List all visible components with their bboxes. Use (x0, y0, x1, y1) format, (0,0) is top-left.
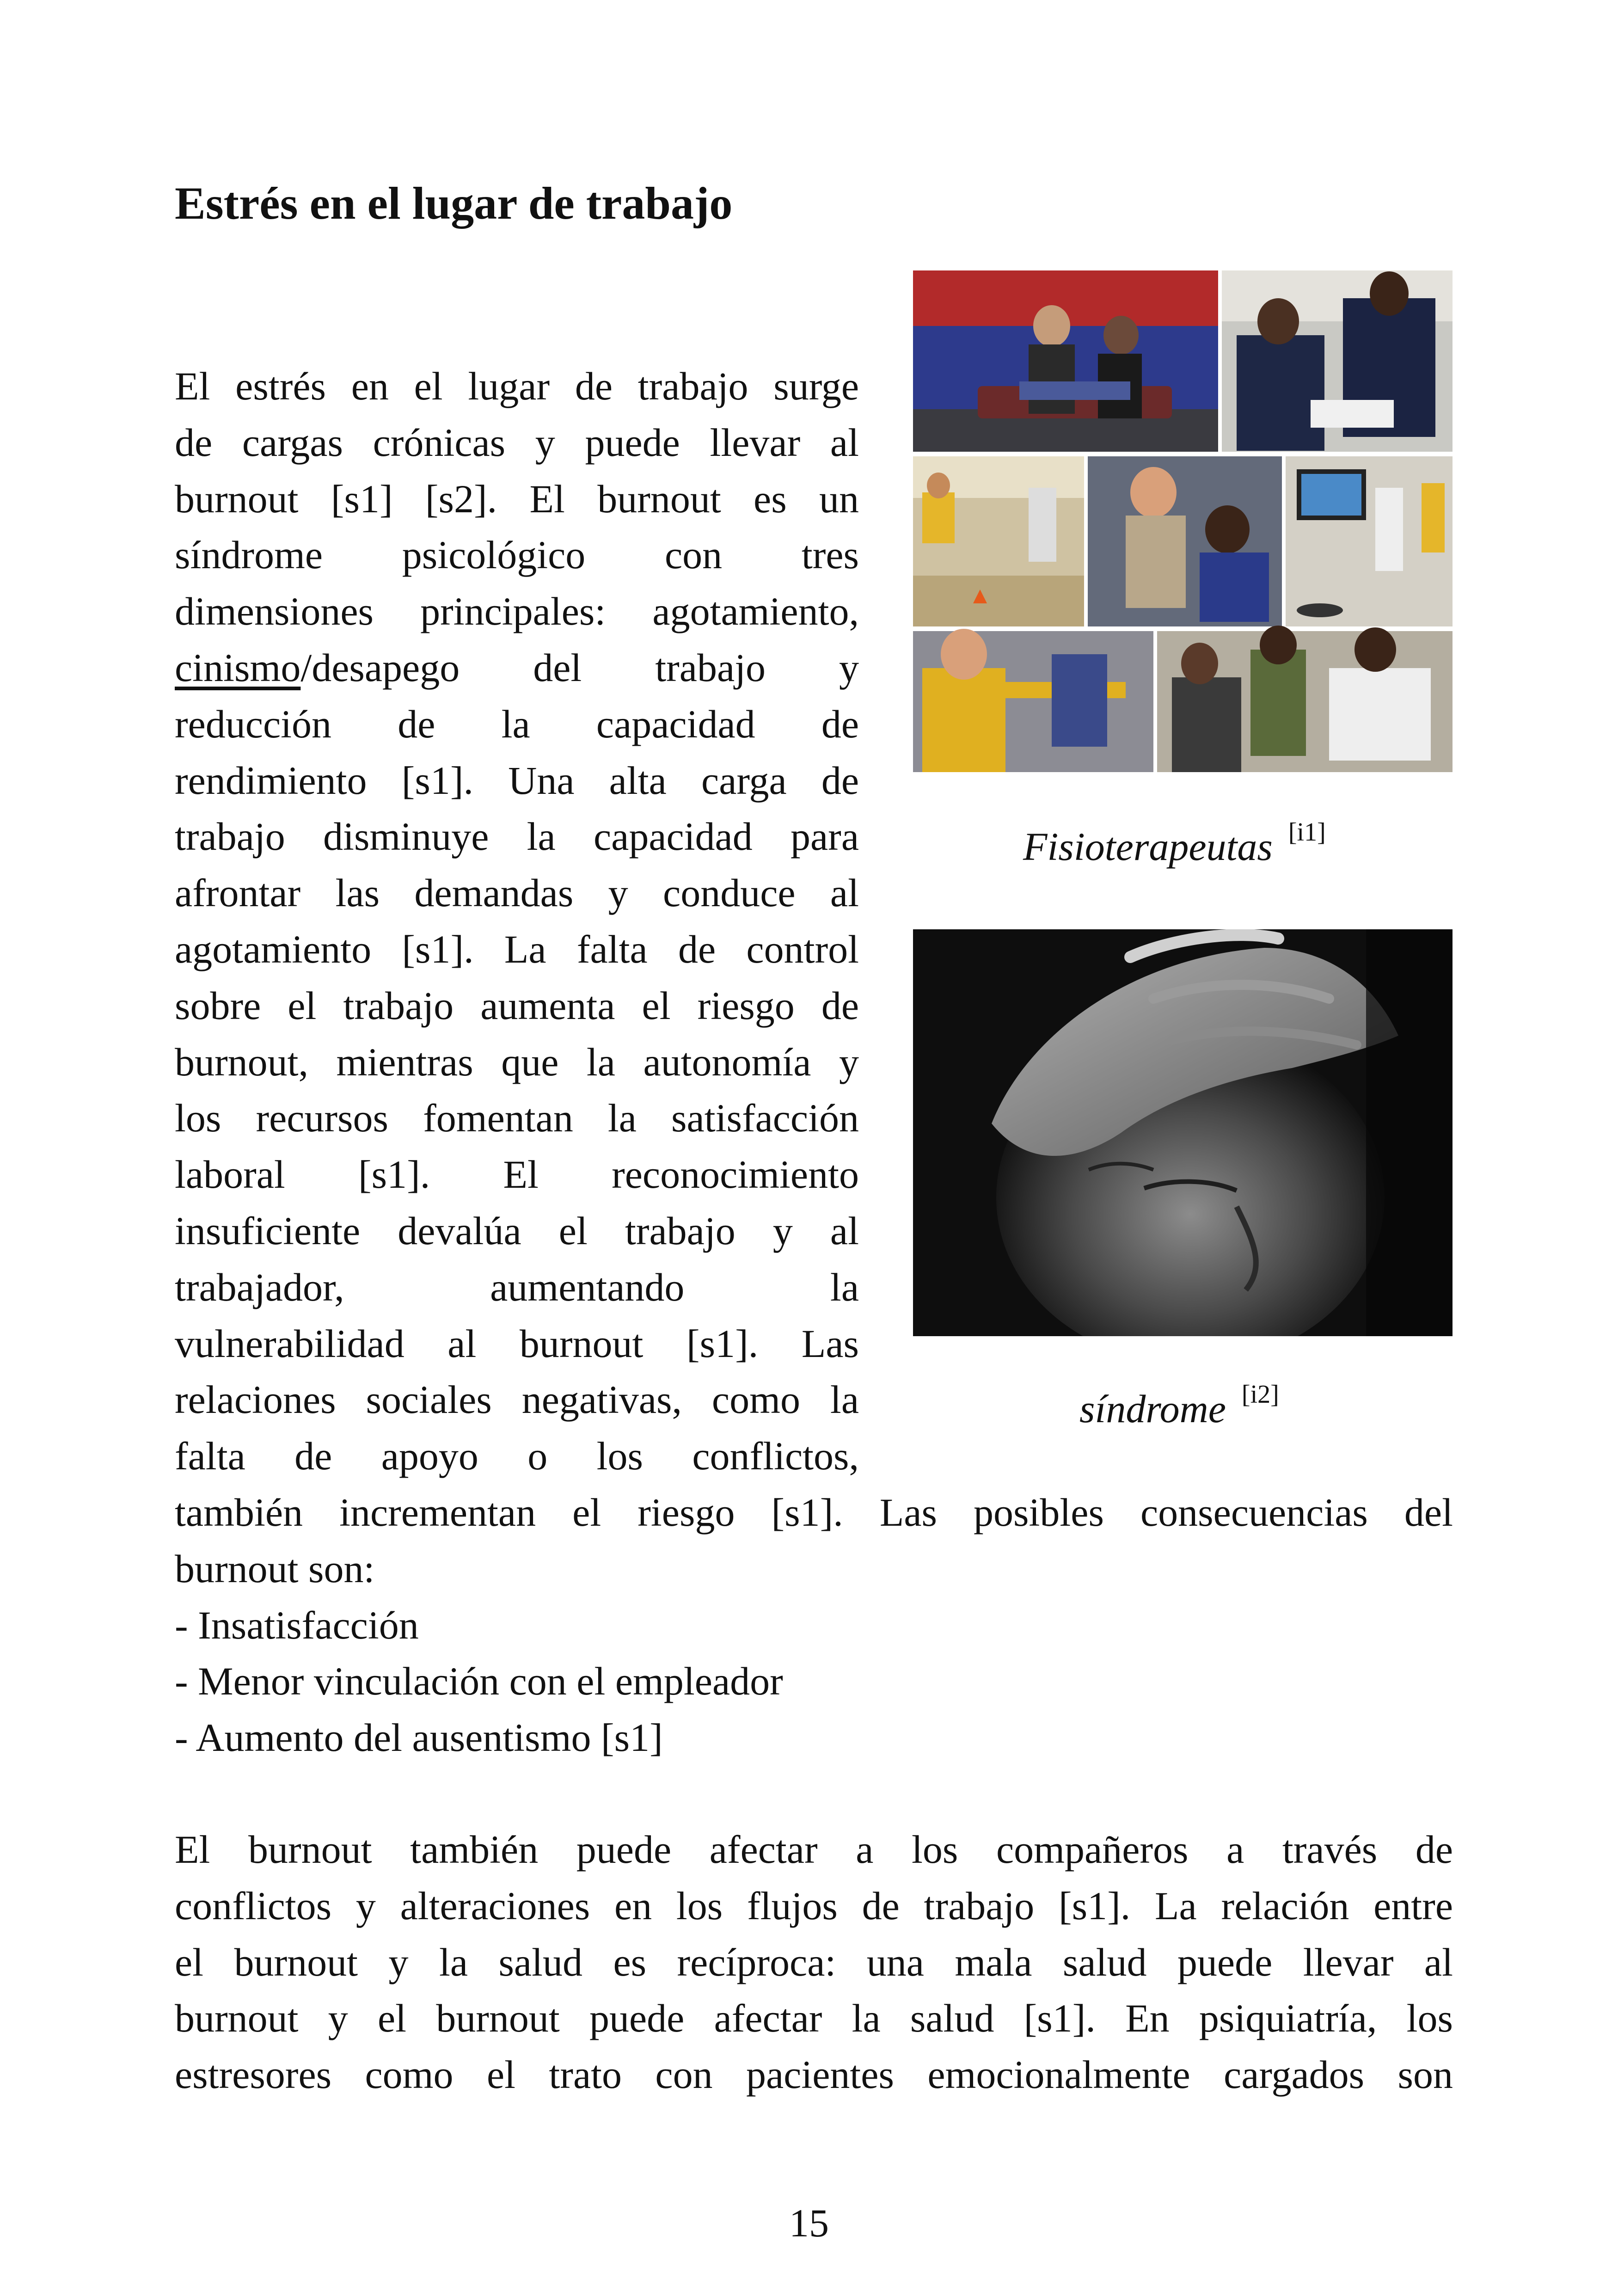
text-line: conflictos y alteraciones en los flujos de trabajo [s1]. La relación entre (175, 1883, 1453, 1928)
text-line: laboral [s1]. El reconocimiento (175, 1152, 859, 1197)
text-line: rendimiento [s1]. Una alta carga de (175, 758, 859, 803)
text-line: El estrés en el lugar de trabajo surge (175, 364, 859, 408)
text-line: también incrementan el riesgo [s1]. Las posibles consecuencias del (175, 1490, 1453, 1535)
text-line: trabajador, aumentando la (175, 1265, 859, 1309)
collage-photo (1222, 270, 1453, 452)
collage-photo (913, 629, 1153, 772)
figure-caption (1079, 1380, 1279, 1432)
text-line: vulnerabilidad al burnout [s1]. Las (175, 1321, 859, 1366)
text-line: agotamiento [s1]. La falta de control (175, 927, 859, 971)
paragraph-2 (175, 1822, 1453, 2103)
image-reference[interactable]: [i1] (1288, 818, 1326, 847)
text-line: burnout y el burnout puede afectar la salud [s1]. En psiquiatría, los (175, 1996, 1453, 2041)
collage-photo (1157, 626, 1453, 772)
text-line: El burnout también puede afectar a los compañeros a través de (175, 1827, 1453, 1872)
collage-photo (913, 270, 1218, 452)
text-line: reducción de la capacidad de (175, 701, 859, 746)
text-line: los recursos fomentan la satisfacción (175, 1096, 859, 1141)
text-line: afrontar las demandas y conduce al (175, 871, 859, 915)
text-line-with-link (175, 640, 859, 696)
section-heading: Estrés en el lugar de trabajo (175, 178, 733, 229)
text-line: síndrome psicológico con tres (175, 533, 859, 577)
text-line: desapego del trabajo y (312, 645, 859, 690)
text-line: burnout [s1] [s2]. El burnout es un (175, 476, 859, 521)
collage-photo (1286, 456, 1453, 626)
bullet-item: - Insatisfacción (175, 1602, 419, 1647)
text-line: dimensiones principales: agotamiento, (175, 589, 859, 634)
image-reference[interactable]: [i2] (1241, 1380, 1279, 1409)
page-number: 15 (789, 2201, 829, 2245)
figure-caption (1023, 817, 1326, 870)
collage-photo (913, 456, 1084, 626)
collage-photo (1088, 456, 1282, 626)
text-line: trabajo disminuye la capacidad para (175, 814, 859, 859)
text-line: de cargas crónicas y puede llevar al (175, 420, 859, 465)
bullet-item: - Menor vinculación con el empleador (175, 1659, 783, 1704)
text-line: insuficiente devalúa el trabajo y al (175, 1208, 859, 1253)
caption-text: síndrome (1079, 1387, 1226, 1431)
text-line: sobre el trabajo aumenta el riesgo de (175, 983, 859, 1028)
text-line: falta de apoyo o los conflictos, (175, 1434, 859, 1479)
bullet-item: - Aumento del ausentismo [s1] (175, 1715, 663, 1760)
text-line: burnout, mientras que la autonomía y (175, 1039, 859, 1084)
wrapped-paragraph-column (175, 358, 859, 1485)
paragraph-continuation (175, 1485, 1453, 1766)
caption-text: Fisioterapeutas (1023, 824, 1273, 869)
text-line: burnout son: (175, 1546, 375, 1591)
link-separator: / (300, 645, 312, 690)
cinismo-link[interactable]: cinismo (175, 645, 301, 690)
text-line: relaciones sociales negativas, como la (175, 1377, 859, 1422)
stressed-man-photo (913, 929, 1453, 1336)
physiotherapists-photo-collage (913, 270, 1453, 772)
text-line: estresores como el trato con pacientes emocionalmente cargados son (175, 2052, 1453, 2097)
text-line: el burnout y la salud es recíproca: una mala salud puede llevar al (175, 1940, 1453, 1984)
